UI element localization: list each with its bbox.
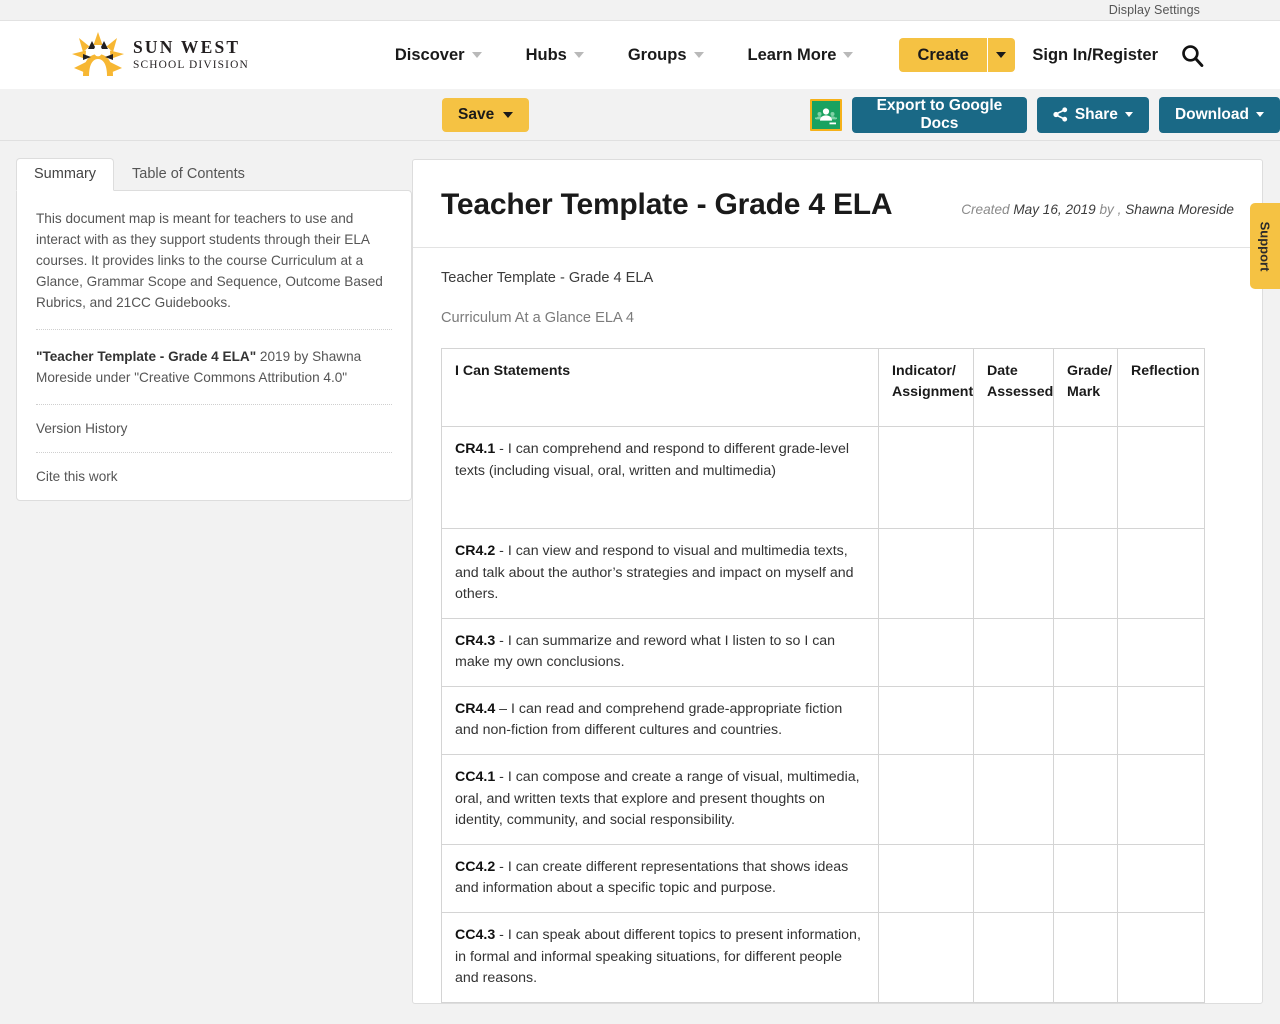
column-header-i-can-statements <box>442 349 879 427</box>
table-row <box>442 844 1205 912</box>
cell-indicator[interactable] <box>879 844 974 912</box>
cell-grade-mark[interactable] <box>1054 755 1118 845</box>
cell-i-can-statement <box>442 686 879 754</box>
nav-item-hubs[interactable] <box>504 46 606 65</box>
cell-i-can-statement <box>442 755 879 845</box>
outcome-text: – I can read and comprehend grade-appropriate fiction and non-fiction from different cultures and countries. <box>455 700 843 739</box>
cell-indicator[interactable] <box>879 529 974 619</box>
header-line: Reflection <box>1131 363 1200 379</box>
chevron-down-icon <box>843 52 853 58</box>
cell-i-can-statement <box>442 618 879 686</box>
document-card <box>412 159 1263 1004</box>
cell-i-can-statement <box>442 427 879 529</box>
nav-item-groups[interactable] <box>606 46 726 65</box>
cell-grade-mark[interactable] <box>1054 529 1118 619</box>
outcome-code: CC4.2 <box>455 858 496 875</box>
cell-i-can-statement <box>442 912 879 1002</box>
create-button-group <box>899 38 1014 72</box>
google-classroom-icon <box>812 101 840 129</box>
table-header <box>442 349 1205 427</box>
nav-item-discover[interactable] <box>373 46 504 65</box>
caret-down-icon <box>1125 112 1133 117</box>
chevron-down-icon <box>996 52 1006 58</box>
export-to-google-docs-button[interactable] <box>852 97 1027 133</box>
brand-name-line2: SCHOOL DIVISION <box>133 58 249 71</box>
cell-indicator[interactable] <box>879 427 974 529</box>
cell-indicator[interactable] <box>879 686 974 754</box>
created-date: May 16, 2019 <box>1013 202 1096 217</box>
document-toolbar <box>0 89 1280 141</box>
cell-date-assessed[interactable] <box>974 755 1054 845</box>
cell-i-can-statement <box>442 529 879 619</box>
main-navbar <box>0 21 1280 89</box>
chevron-down-icon <box>574 52 584 58</box>
cell-grade-mark[interactable] <box>1054 844 1118 912</box>
i-can-statements-table <box>441 348 1205 1003</box>
share-to-google-classroom-button[interactable] <box>810 99 842 131</box>
content-area <box>0 141 1280 993</box>
sign-in-register-link[interactable]: Sign In/Register <box>1032 45 1158 64</box>
caret-down-icon <box>503 112 513 118</box>
share-button[interactable] <box>1037 97 1149 133</box>
outcome-text: - I can view and respond to visual and multimedia texts, and talk about the author’s strategies and impact on myself and others. <box>455 543 854 603</box>
nav-item-label: Discover <box>394 45 465 64</box>
header-line: Mark <box>1067 383 1101 400</box>
table-body <box>442 427 1205 1003</box>
cell-grade-mark[interactable] <box>1054 686 1118 754</box>
nav-right-group <box>1032 43 1205 68</box>
table-row <box>442 912 1205 1002</box>
outcome-text: - I can speak about different topics to present information, in formal and informal speaking situations, for different people and reasons. <box>455 926 861 987</box>
table-header-row <box>442 349 1205 427</box>
header-line: Date <box>987 363 1018 379</box>
outcome-code: CC4.3 <box>455 926 496 943</box>
sidebar-summary-card <box>16 190 412 501</box>
cell-i-can-statement <box>442 844 879 912</box>
utility-bar <box>0 0 1280 21</box>
nav-item-label: Learn More <box>747 45 837 64</box>
document-subheading[interactable]: Curriculum At a Glance ELA 4 <box>441 310 635 326</box>
chevron-down-icon <box>472 52 482 58</box>
table-row <box>442 618 1205 686</box>
table-row <box>442 686 1205 754</box>
sidebar-panel <box>0 141 412 993</box>
tab-summary[interactable]: Summary <box>16 158 114 191</box>
cell-grade-mark[interactable] <box>1054 618 1118 686</box>
outcome-code: CR4.2 <box>455 543 496 559</box>
document-heading: Teacher Template - Grade 4 ELA <box>441 270 654 286</box>
chevron-down-icon <box>694 52 704 58</box>
create-dropdown-toggle[interactable] <box>987 38 1015 72</box>
search-icon[interactable] <box>1180 43 1205 68</box>
sunburst-person-logo-icon <box>72 32 124 78</box>
divider <box>36 404 392 405</box>
header-line: Indicator/ <box>892 363 956 379</box>
create-button[interactable]: Create <box>899 38 986 72</box>
cell-reflection[interactable] <box>1118 912 1205 1002</box>
cell-date-assessed[interactable] <box>974 844 1054 912</box>
cell-indicator[interactable] <box>879 755 974 845</box>
outcome-code: CC4.1 <box>455 769 496 786</box>
attribution-text <box>36 346 392 388</box>
header-line: Assessed <box>987 383 1054 400</box>
column-header-indicator-assignment <box>879 349 974 427</box>
outcome-code: CR4.4 <box>455 700 496 717</box>
brand-name-line1: SUN WEST <box>133 37 241 58</box>
by-label: by , <box>1095 202 1126 217</box>
save-button[interactable] <box>442 98 529 132</box>
cell-indicator[interactable] <box>879 618 974 686</box>
summary-text: This document map is meant for teachers to use and interact with as they support students through their ELA courses. It provides links to the course Curriculum at a Glance, Grammar Scope and Sequence, Outcome Based Rubrics, and 21CC Guidebooks. <box>36 211 383 311</box>
cell-date-assessed[interactable] <box>974 529 1054 619</box>
download-button-label: Download <box>1174 105 1249 123</box>
support-tab[interactable] <box>1250 203 1280 289</box>
cell-reflection[interactable] <box>1118 686 1205 754</box>
nav-item-label: Hubs <box>525 45 567 64</box>
created-label: Created <box>961 202 1014 217</box>
table-row <box>442 427 1205 529</box>
column-header-grade-mark <box>1054 349 1118 427</box>
save-button-label: Save <box>458 105 495 123</box>
outcome-text: - I can create different representations that shows ideas and information about a specific topic and purpose. <box>455 858 849 897</box>
cell-indicator[interactable] <box>879 912 974 1002</box>
cell-reflection[interactable] <box>1118 844 1205 912</box>
table-row <box>442 529 1205 619</box>
outcome-code: CR4.1 <box>455 441 496 457</box>
brand-logo[interactable] <box>72 32 249 78</box>
nav-item-learn-more[interactable] <box>726 46 876 65</box>
caret-down-icon <box>1256 112 1264 117</box>
export-button-label: Export to Google Docs <box>876 96 1003 132</box>
document-panel <box>412 141 1280 993</box>
header-line: Grade/ <box>1067 363 1112 379</box>
attribution-title: "Teacher Template - Grade 4 ELA" <box>36 349 257 365</box>
primary-nav <box>373 38 1015 72</box>
support-tab-label: Support <box>1257 221 1273 271</box>
outcome-text: - I can comprehend and respond to different grade-level texts (including visual, oral, written and multimedia) <box>455 441 850 479</box>
sidebar-tabs <box>16 159 412 191</box>
tab-table-of-contents[interactable]: Table of Contents <box>132 165 245 182</box>
column-header-date-assessed <box>974 349 1054 427</box>
header-line: Assignment <box>892 383 974 400</box>
outcome-text: - I can compose and create a range of visual, multimedia, oral, and written texts that explore and present thoughts on identity, community, and social responsibility. <box>455 769 860 829</box>
column-header-reflection <box>1118 349 1205 427</box>
header-line: I Can Statements <box>455 363 571 379</box>
page-title: Teacher Template - Grade 4 ELA <box>441 188 893 221</box>
cell-date-assessed[interactable] <box>974 912 1054 1002</box>
cell-grade-mark[interactable] <box>1054 912 1118 1002</box>
cell-date-assessed[interactable] <box>974 618 1054 686</box>
table-row <box>442 755 1205 845</box>
toolbar-actions <box>810 97 1280 133</box>
document-header <box>413 160 1262 248</box>
version-history-link[interactable]: Version History <box>36 421 128 437</box>
divider <box>36 329 392 330</box>
cite-this-work-link[interactable]: Cite this work <box>36 469 118 485</box>
divider <box>36 452 392 453</box>
attribution-rest: 2019 by Shawna Moreside under "Creative Commons Attribution 4.0" <box>36 349 362 386</box>
cell-date-assessed[interactable] <box>974 686 1054 754</box>
outcome-text: - I can summarize and reword what I listen to so I can make my own conclusions. <box>455 632 836 671</box>
document-meta <box>961 202 1234 217</box>
nav-item-label: Groups <box>627 45 687 64</box>
download-button[interactable] <box>1159 97 1280 133</box>
outcome-code: CR4.3 <box>455 632 496 649</box>
cell-date-assessed[interactable] <box>974 427 1054 529</box>
share-nodes-icon <box>1053 107 1068 122</box>
cell-reflection[interactable] <box>1118 529 1205 619</box>
share-button-label: Share <box>1074 105 1118 123</box>
cell-reflection[interactable] <box>1118 618 1205 686</box>
cell-reflection[interactable] <box>1118 427 1205 529</box>
display-settings-link[interactable]: Display Settings <box>1108 3 1200 17</box>
cell-reflection[interactable] <box>1118 755 1205 845</box>
cell-grade-mark[interactable] <box>1054 427 1118 529</box>
document-body <box>413 248 1262 1003</box>
author-name: Shawna Moreside <box>1125 202 1234 217</box>
